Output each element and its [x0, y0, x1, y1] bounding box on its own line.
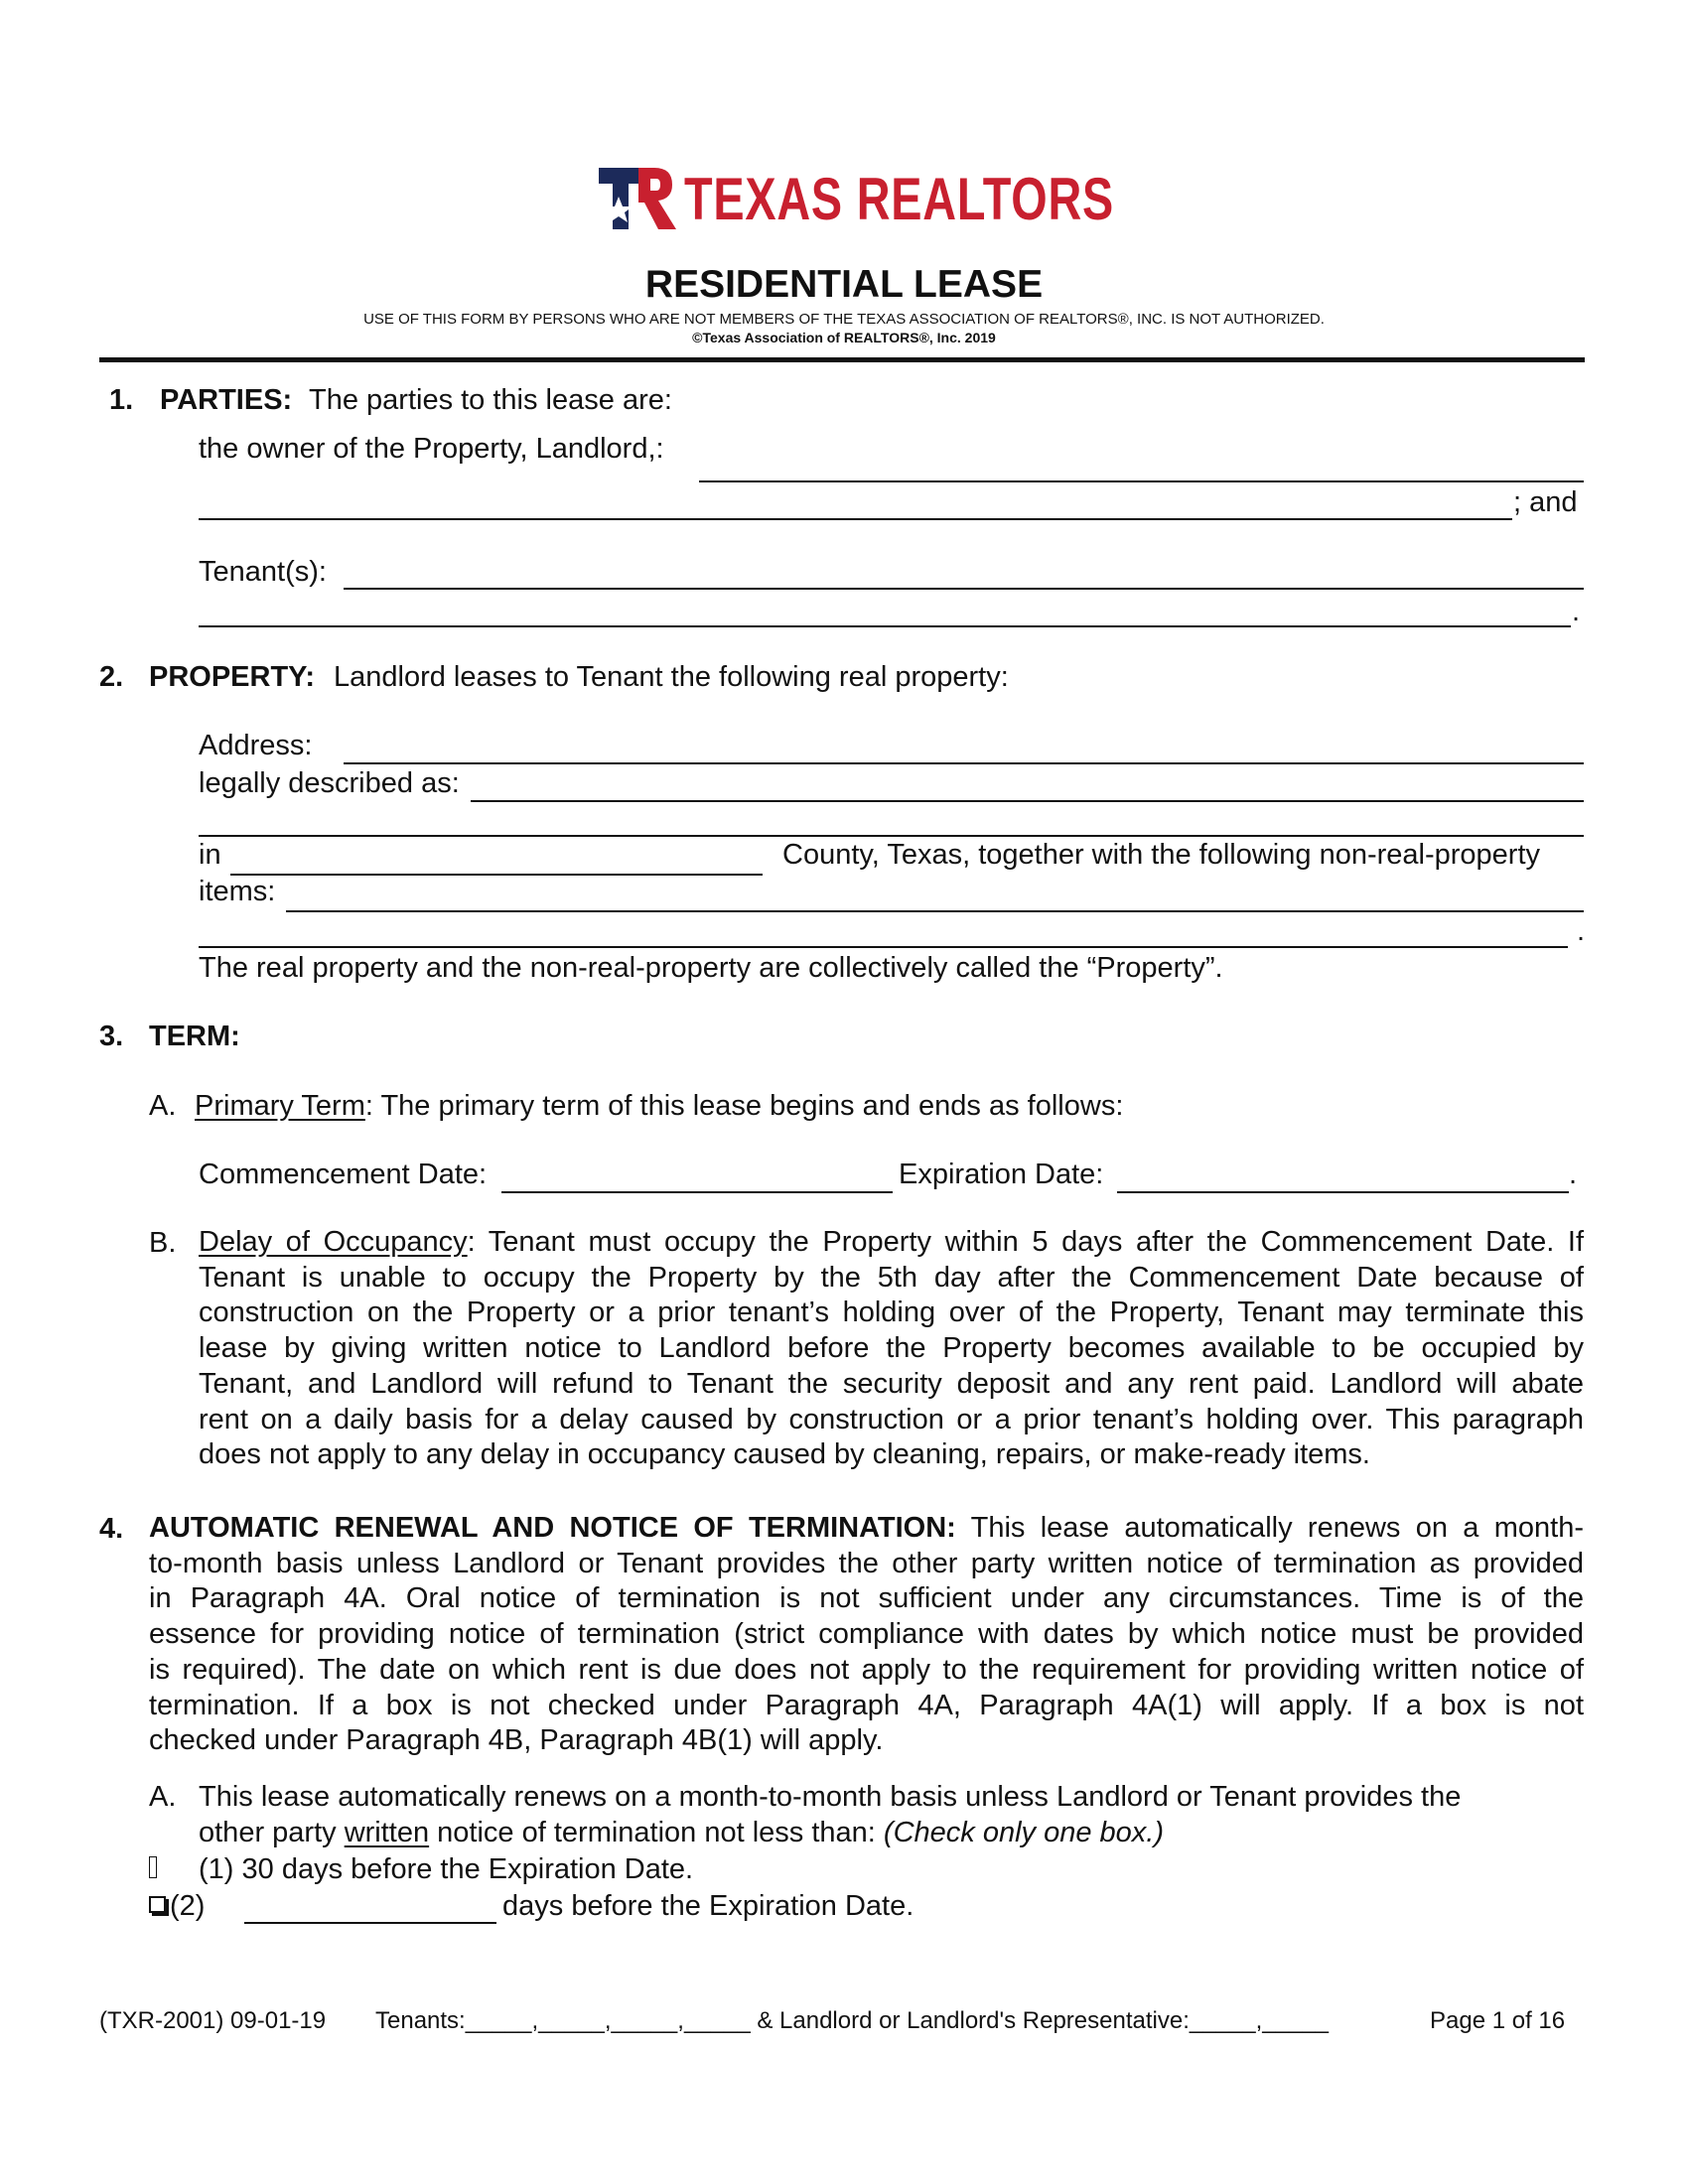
text: other party	[199, 1817, 345, 1848]
collective-definition: The real property and the non-real-property are collectively called the “Property”.	[199, 952, 1223, 984]
checkbox-icon[interactable]	[149, 1896, 166, 1913]
paragraph-line: checked under Paragraph 4B, Paragraph 4B(1) will apply.	[149, 1724, 884, 1757]
paragraph-line: termination. If a box is not checked under Paragraph 4A, Paragraph 4A(1) will apply. If a box is not	[149, 1689, 1584, 1721]
tenants-field[interactable]	[344, 588, 1584, 590]
subsection-letter: B.	[149, 1227, 177, 1259]
paragraph-line: Tenant, and Landlord will refund to Tenant the security deposit and any rent paid. Landlord will abate	[199, 1367, 1584, 1400]
landlord-name-field-2[interactable]	[199, 518, 1512, 520]
paragraph-line: construction on the Property or a prior tenant’s holding over of the Property, Tenant may terminate this	[199, 1297, 1584, 1329]
tenants-label: Tenant(s):	[199, 556, 327, 588]
initials-line[interactable]: Tenants:_____,_____,_____,_____ & Landlord or Landlord's Representative:_____,_____	[375, 2007, 1330, 2034]
section-heading: AUTOMATIC RENEWAL AND NOTICE OF TERMINATION:	[149, 1512, 956, 1544]
option-1-label: (1) 30 days before the Expiration Date.	[199, 1853, 694, 1885]
items-label: items:	[199, 876, 276, 907]
address-field[interactable]	[344, 762, 1584, 764]
option-1[interactable]	[149, 1851, 157, 1887]
items-field[interactable]	[286, 910, 1584, 912]
county-field[interactable]	[230, 874, 763, 876]
commencement-date-label: Commencement Date:	[199, 1159, 488, 1190]
subsection-letter: A.	[149, 1781, 177, 1813]
period: .	[1569, 1159, 1578, 1190]
paragraph-line: Tenant is unable to occupy the Property by the 5th day after the Commencement Date because of	[199, 1261, 1584, 1294]
texas-realtors-logo-mark	[599, 165, 678, 234]
copyright: ©Texas Association of REALTORS®, Inc. 2019	[692, 330, 996, 345]
in-label: in	[199, 839, 221, 871]
checkbox-checked-glyph-icon[interactable]	[149, 1856, 157, 1878]
check-instruction: (Check only one box.)	[883, 1817, 1165, 1848]
section-intro: The parties to this lease are:	[309, 384, 672, 416]
legal-description-label: legally described as:	[199, 767, 460, 799]
renewal-paragraph	[149, 1511, 1584, 1759]
section-intro: Landlord leases to Tenant the following real property:	[334, 661, 1009, 693]
written-emphasis: written	[344, 1817, 430, 1848]
commencement-date-field[interactable]	[501, 1191, 893, 1193]
section-heading: TERM:	[149, 1021, 240, 1052]
paragraph-line: does not apply to any delay in occupancy caused by cleaning, repairs, or make-ready items.	[199, 1438, 1370, 1471]
subsection-letter: A.	[149, 1090, 177, 1122]
address-label: Address:	[199, 730, 313, 761]
notice-period-text-2	[199, 1815, 1164, 1850]
section-number: 3.	[99, 1021, 124, 1052]
section-number: 4.	[99, 1513, 124, 1545]
items-field-2[interactable]	[199, 946, 1568, 948]
option-2-label: days before the Expiration Date.	[502, 1890, 914, 1922]
page-title: RESIDENTIAL LEASE	[644, 263, 1044, 306]
expiration-date-field[interactable]	[1117, 1191, 1569, 1193]
paragraph-line: : Tenant must occupy the Property within 5 days after the Commencement Date. If	[467, 1226, 1584, 1258]
header-rule	[99, 357, 1585, 362]
paragraph-line: This lease automatically renews on a month-	[955, 1512, 1585, 1544]
option-2[interactable]	[149, 1888, 205, 1924]
landlord-name-field[interactable]	[699, 480, 1584, 482]
legal-description-field[interactable]	[471, 800, 1584, 802]
form-id: (TXR-2001) 09-01-19	[99, 2007, 327, 2034]
option-number: (2)	[170, 1890, 206, 1922]
days-field[interactable]	[244, 1922, 496, 1924]
period: .	[1572, 596, 1581, 627]
page-number: Page 1 of 16	[1430, 2007, 1566, 2034]
section-number: 1.	[109, 384, 134, 416]
usage-notice: USE OF THIS FORM BY PERSONS WHO ARE NOT MEMBERS OF THE TEXAS ASSOCIATION OF REALTORS®, INC. IS NOT AUTHORIZED.	[363, 311, 1325, 328]
paragraph-line: is required). The date on which rent is due does not apply to the requirement for providing written notice of	[149, 1653, 1584, 1686]
paragraph-line: essence for providing notice of termination (strict compliance with dates by which notice must be provided	[149, 1618, 1584, 1651]
section-heading: PROPERTY:	[149, 661, 316, 693]
section-number: 2.	[99, 661, 124, 693]
primary-term-title: Primary Term	[195, 1090, 365, 1122]
paragraph-line: in Paragraph 4A. Oral notice of termination is not sufficient under any circumstances. Time is of the	[149, 1582, 1584, 1615]
paragraph-line: rent on a daily basis for a delay caused by construction or a prior tenant’s holding over. This paragraph	[199, 1403, 1584, 1435]
primary-term	[195, 1088, 1123, 1124]
delay-of-occupancy-paragraph	[199, 1225, 1584, 1473]
primary-term-text: : The primary term of this lease begins and ends as follows:	[364, 1090, 1124, 1122]
text: notice of termination not less than:	[429, 1817, 884, 1848]
expiration-date-label: Expiration Date:	[899, 1159, 1104, 1190]
logo	[599, 165, 1115, 234]
paragraph-line: to-month basis unless Landlord or Tenant provides the other party written notice of termination as provided	[149, 1547, 1584, 1579]
section-heading: PARTIES:	[160, 384, 293, 416]
county-text: County, Texas, together with the following non-real-property	[782, 839, 1541, 871]
and-text: ; and	[1513, 486, 1578, 518]
period: .	[1577, 915, 1586, 947]
delay-of-occupancy-title: Delay of Occupancy	[199, 1226, 468, 1258]
paragraph-line: lease by giving written notice to Landlord before the Property becomes available to be occupied by	[199, 1332, 1584, 1365]
logo-text: TEXAS REALTORS	[684, 166, 1115, 232]
landlord-label: the owner of the Property, Landlord,:	[199, 433, 664, 465]
notice-period-text: This lease automatically renews on a month-to-month basis unless Landlord or Tenant provides the	[199, 1781, 1462, 1813]
tenants-field-2[interactable]	[199, 625, 1571, 627]
